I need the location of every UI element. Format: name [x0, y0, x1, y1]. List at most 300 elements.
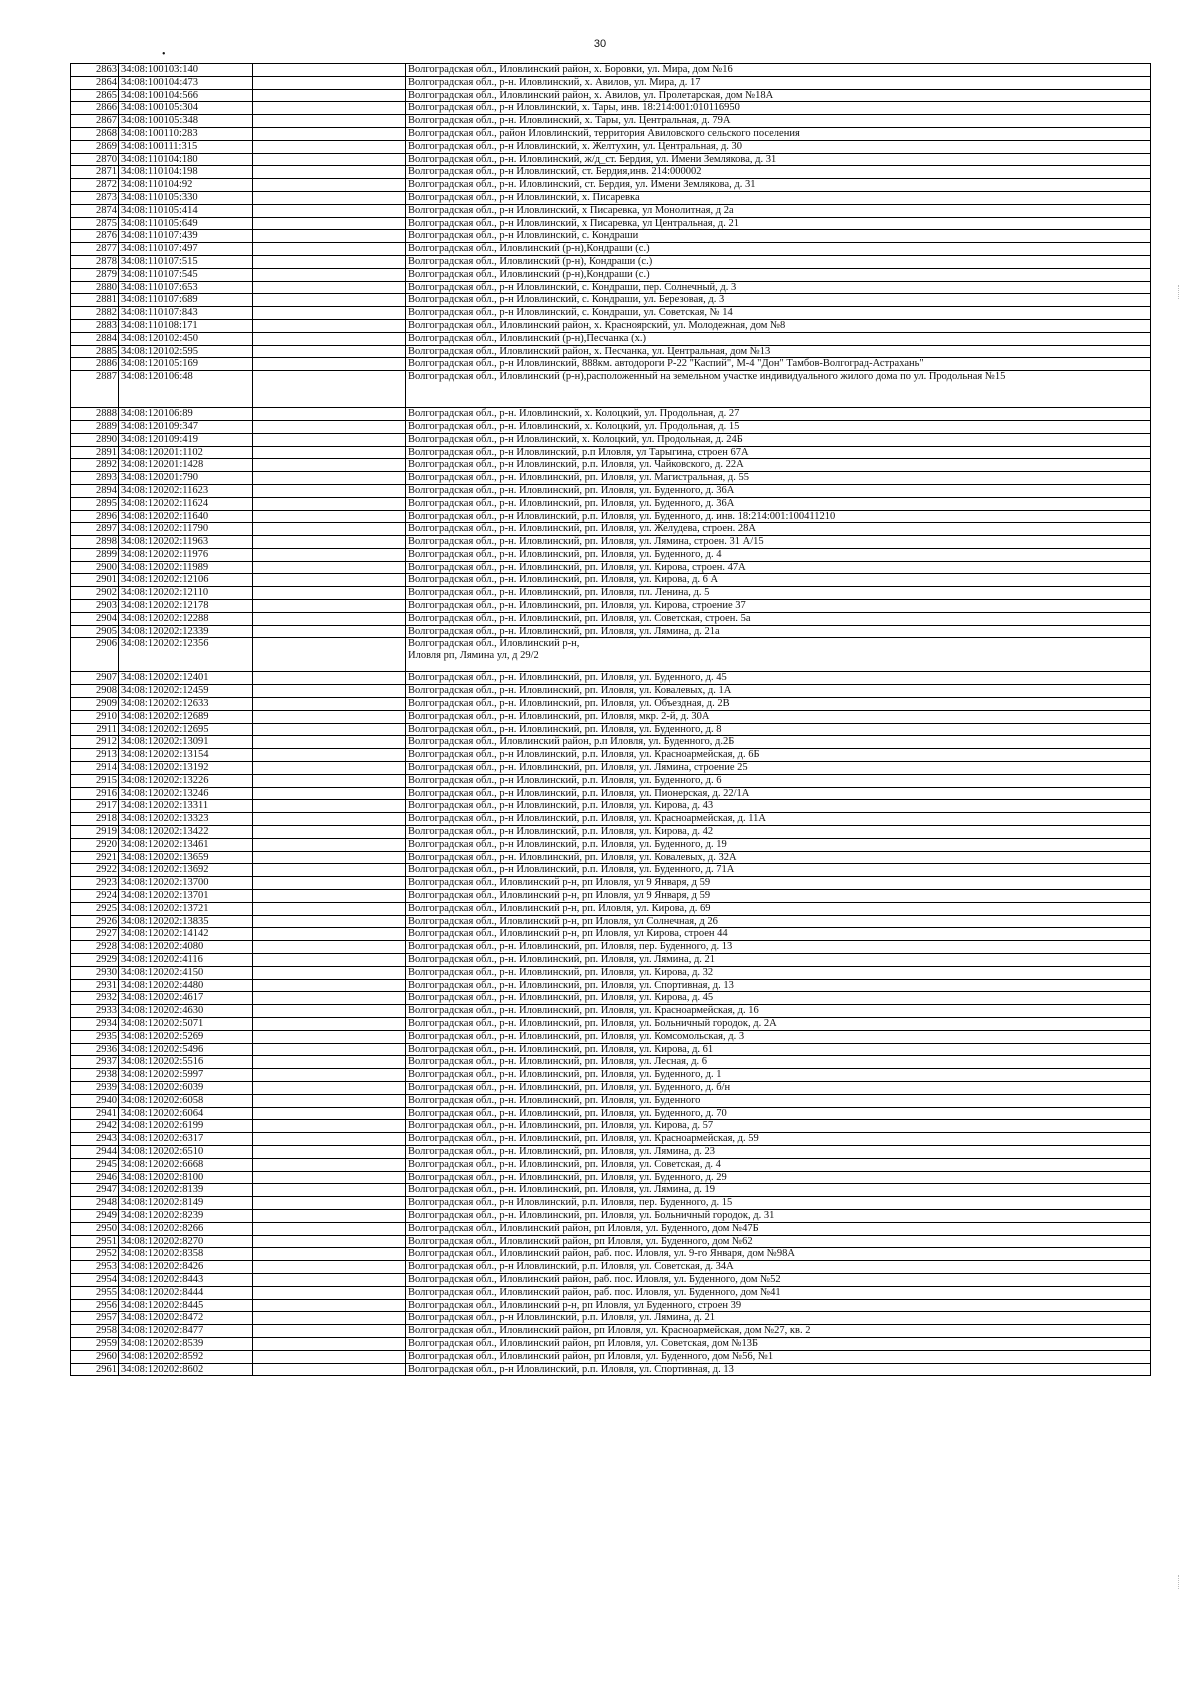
address-cell — [406, 813, 1151, 826]
row-number-cell: 2927 — [71, 928, 119, 941]
table-row — [71, 536, 1151, 549]
table-row — [71, 433, 1151, 446]
row-number-cell: 2874 — [71, 204, 119, 217]
address-text: Волгоградская обл., Иловлинский район, раб. пос. Иловля, ул. Буденного, дом №52 — [408, 1273, 781, 1285]
row-number-cell: 2930 — [71, 966, 119, 979]
cadastral-number-cell: 34:08:120109:419 — [119, 433, 253, 446]
address-text: Волгоградская обл., р-н. Иловлинский, рп. Иловля, ул. Буденного, д. 36А — [408, 484, 735, 496]
row-number-cell: 2894 — [71, 484, 119, 497]
empty-cell — [253, 877, 406, 890]
address-text: Волгоградская обл., р-н. Иловлинский, рп. Иловля, ул. Буденного, д. 4 — [408, 548, 722, 560]
row-number-cell: 2891 — [71, 446, 119, 459]
cadastral-number-cell: 34:08:110107:843 — [119, 307, 253, 320]
address-cell — [406, 64, 1151, 77]
row-number-cell: 2867 — [71, 115, 119, 128]
address-text: Волгоградская обл., Иловлинский (р-н), Кондраши (с.) — [408, 255, 653, 267]
address-text: Волгоградская обл., Иловлинский район, р.п Иловля, ул. Буденного, д.2Б — [408, 736, 735, 748]
address-cell — [406, 915, 1151, 928]
row-number-cell: 2932 — [71, 992, 119, 1005]
table-row — [71, 472, 1151, 485]
address-text: Волгоградская обл., р-н Иловлинский, х Писаревка, ул Центральная, д. 21 — [408, 217, 739, 229]
address-text: Волгоградская обл., р-н. Иловлинский, рп. Иловля, ул. Кирова, д. 32 — [408, 966, 714, 978]
address-text: Волгоградская обл., р-н. Иловлинский, х. Колоцкий, ул. Продольная, д. 15 — [408, 420, 740, 432]
address-cell — [406, 510, 1151, 523]
table-row — [71, 408, 1151, 421]
row-number-cell: 2940 — [71, 1094, 119, 1107]
address-cell — [406, 1069, 1151, 1082]
table-row — [71, 877, 1151, 890]
row-number-cell: 2883 — [71, 319, 119, 332]
row-number-cell: 2961 — [71, 1363, 119, 1376]
cadastral-number-cell: 34:08:120202:8443 — [119, 1273, 253, 1286]
cadastral-number-cell: 34:08:120202:14142 — [119, 928, 253, 941]
empty-cell — [253, 1235, 406, 1248]
table-row — [71, 358, 1151, 371]
address-cell — [406, 992, 1151, 1005]
table-row — [71, 179, 1151, 192]
empty-cell — [253, 1337, 406, 1350]
table-row — [71, 1017, 1151, 1030]
empty-cell — [253, 992, 406, 1005]
row-number-cell: 2936 — [71, 1043, 119, 1056]
address-cell — [406, 319, 1151, 332]
cadastral-number-cell: 34:08:120202:8539 — [119, 1337, 253, 1350]
row-number-cell: 2952 — [71, 1248, 119, 1261]
empty-cell — [253, 191, 406, 204]
address-text: Волгоградская обл., р-н. Иловлинский, рп. Иловля, ул. Кирова, д. 6 А — [408, 574, 719, 586]
cadastral-number-cell: 34:08:120202:12356 — [119, 638, 253, 672]
row-number-cell: 2905 — [71, 625, 119, 638]
address-cell — [406, 723, 1151, 736]
table-row — [71, 217, 1151, 230]
address-text: Волгоградская обл., р-н Иловлинский, с. Кондраши, пер. Солнечный, д. 3 — [408, 281, 737, 293]
address-text: Волгоградская обл., р-н. Иловлинский, рп. Иловля, пл. Ленина, д. 5 — [408, 587, 710, 599]
empty-cell — [253, 433, 406, 446]
table-row — [71, 1043, 1151, 1056]
empty-cell — [253, 902, 406, 915]
empty-cell — [253, 966, 406, 979]
address-cell — [406, 928, 1151, 941]
address-text: Волгоградская обл., р-н. Иловлинский, рп. Иловля, ул. Кирова, строен. 47А — [408, 561, 746, 573]
empty-cell — [253, 1056, 406, 1069]
cadastral-number-cell: 34:08:110105:414 — [119, 204, 253, 217]
address-cell — [406, 710, 1151, 723]
address-cell — [406, 191, 1151, 204]
empty-cell — [253, 268, 406, 281]
address-text: Волгоградская обл., Иловлинский район, раб. пос. Иловля, ул. 9-го Января, дом №98А — [408, 1248, 795, 1260]
empty-cell — [253, 548, 406, 561]
cadastral-number-cell: 34:08:120102:595 — [119, 345, 253, 358]
address-text: Волгоградская обл., р-н. Иловлинский, ст. Бердия, ул. Имени Землякова, д. 31 — [408, 179, 756, 191]
address-cell — [406, 166, 1151, 179]
empty-cell — [253, 723, 406, 736]
empty-cell — [253, 115, 406, 128]
cadastral-number-cell: 34:08:120202:11790 — [119, 523, 253, 536]
table-row — [71, 902, 1151, 915]
row-number-cell: 2903 — [71, 600, 119, 613]
row-number-cell: 2913 — [71, 749, 119, 762]
address-text: Волгоградская обл., р-н. Иловлинский, рп. Иловля, ул. Лямина, строение 25 — [408, 762, 748, 774]
cadastral-number-cell: 34:08:120105:169 — [119, 358, 253, 371]
row-number-cell: 2873 — [71, 191, 119, 204]
table-row — [71, 992, 1151, 1005]
table-row — [71, 672, 1151, 685]
cadastral-number-cell: 34:08:120202:12288 — [119, 612, 253, 625]
cadastral-number-cell: 34:08:120202:13323 — [119, 813, 253, 826]
address-cell — [406, 979, 1151, 992]
row-number-cell: 2864 — [71, 76, 119, 89]
empty-cell — [253, 1158, 406, 1171]
table-row — [71, 890, 1151, 903]
table-row — [71, 1133, 1151, 1146]
address-text: Волгоградская обл., р-н. Иловлинский, рп. Иловля, ул. Лесная, д. 6 — [408, 1056, 708, 1068]
row-number-cell: 2865 — [71, 89, 119, 102]
address-text: Волгоградская обл., р-н. Иловлинский, рп. Иловля, ул. Комсомольская, д. 3 — [408, 1030, 745, 1042]
table-row — [71, 1235, 1151, 1248]
table-row — [71, 76, 1151, 89]
row-number-cell: 2869 — [71, 140, 119, 153]
cadastral-number-cell: 34:08:120202:4480 — [119, 979, 253, 992]
address-text: Волгоградская обл., р-н Иловлинский, х. Колоцкий, ул. Продольная, д. 24Б — [408, 433, 743, 445]
row-number-cell: 2922 — [71, 864, 119, 877]
cadastral-number-cell: 34:08:120202:5516 — [119, 1056, 253, 1069]
empty-cell — [253, 774, 406, 787]
address-text: Волгоградская обл., р-н Иловлинский, р.п. Иловля, ул. Буденного, д. 19 — [408, 838, 727, 850]
address-cell — [406, 826, 1151, 839]
address-text: Волгоградская обл., р-н. Иловлинский, рп. Иловля, ул. Кирова, д. 57 — [408, 1120, 714, 1132]
row-number-cell: 2916 — [71, 787, 119, 800]
cadastral-number-cell: 34:08:110107:653 — [119, 281, 253, 294]
row-number-cell: 2888 — [71, 408, 119, 421]
address-cell — [406, 864, 1151, 877]
cadastral-number-cell: 34:08:120202:12339 — [119, 625, 253, 638]
table-row — [71, 510, 1151, 523]
address-cell — [406, 1094, 1151, 1107]
cadastral-number-cell: 34:08:120202:4630 — [119, 1005, 253, 1018]
empty-cell — [253, 1197, 406, 1210]
table-row — [71, 332, 1151, 345]
address-text: Волгоградская обл., район Иловлинский, территория Авиловского сельского поселения — [408, 127, 800, 139]
address-cell — [406, 76, 1151, 89]
address-cell — [406, 332, 1151, 345]
address-cell — [406, 1286, 1151, 1299]
row-number-cell: 2937 — [71, 1056, 119, 1069]
address-cell — [406, 217, 1151, 230]
table-row — [71, 1325, 1151, 1338]
cadastral-number-cell: 34:08:120202:6199 — [119, 1120, 253, 1133]
address-text: Волгоградская обл., Иловлинский район, х. Боровки, ул. Мира, дом №16 — [408, 64, 733, 75]
row-number-cell: 2954 — [71, 1273, 119, 1286]
empty-cell — [253, 800, 406, 813]
address-text: Волгоградская обл., р-н. Иловлинский, рп. Иловля, ул. Желудева, строен. 28А — [408, 523, 756, 535]
address-text: Волгоградская обл., Иловлинский район, рп Иловля, ул. Буденного, дом №62 — [408, 1235, 753, 1247]
address-text-line2: Иловля рп, Лямина ул, д 29/2 — [408, 650, 539, 662]
row-number-cell: 2915 — [71, 774, 119, 787]
empty-cell — [253, 371, 406, 408]
table-row — [71, 1261, 1151, 1274]
table-row — [71, 115, 1151, 128]
address-cell — [406, 1325, 1151, 1338]
table-row — [71, 612, 1151, 625]
empty-cell — [253, 89, 406, 102]
empty-cell — [253, 1273, 406, 1286]
row-number-cell: 2943 — [71, 1133, 119, 1146]
row-number-cell: 2951 — [71, 1235, 119, 1248]
row-number-cell: 2920 — [71, 838, 119, 851]
row-number-cell: 2956 — [71, 1299, 119, 1312]
table-row — [71, 191, 1151, 204]
cadastral-number-cell: 34:08:110107:497 — [119, 243, 253, 256]
address-text: Волгоградская обл., Иловлинский р-н, рп Иловля, ул 9 Января, д 59 — [408, 890, 711, 902]
address-cell — [406, 153, 1151, 166]
cadastral-number-cell: 34:08:120202:6064 — [119, 1107, 253, 1120]
empty-cell — [253, 890, 406, 903]
cadastral-number-cell: 34:08:120202:4617 — [119, 992, 253, 1005]
cadastral-number-cell: 34:08:120202:6668 — [119, 1158, 253, 1171]
address-text: Волгоградская обл., р-н Иловлинский, р.п. Иловля, ул. Пионерская, д. 22/1А — [408, 787, 750, 799]
address-text: Волгоградская обл., р-н. Иловлинский, рп. Иловля, ул. Буденного, д. 36А — [408, 497, 735, 509]
cadastral-number-cell: 34:08:120202:8592 — [119, 1350, 253, 1363]
empty-cell — [253, 484, 406, 497]
row-number-cell: 2918 — [71, 813, 119, 826]
cadastral-number-cell: 34:08:120202:13311 — [119, 800, 253, 813]
table-row — [71, 523, 1151, 536]
registry-body — [71, 64, 1151, 1376]
cadastral-number-cell: 34:08:100104:473 — [119, 76, 253, 89]
cadastral-number-cell: 34:08:120202:8239 — [119, 1209, 253, 1222]
address-cell — [406, 1081, 1151, 1094]
cadastral-number-cell: 34:08:120202:12106 — [119, 574, 253, 587]
cadastral-number-cell: 34:08:120202:5496 — [119, 1043, 253, 1056]
empty-cell — [253, 941, 406, 954]
row-number-cell: 2871 — [71, 166, 119, 179]
table-row — [71, 89, 1151, 102]
address-text: Волгоградская обл., р-н Иловлинский, х. Желтухин, ул. Центральная, д. 30 — [408, 140, 743, 152]
scan-margin-mark — [1178, 1575, 1182, 1589]
table-row — [71, 800, 1151, 813]
address-text: Волгоградская обл., р-н Иловлинский, р.п. Иловля, ул. Кирова, д. 42 — [408, 826, 714, 838]
row-number-cell: 2906 — [71, 638, 119, 672]
address-text: Волгоградская обл., р-н. Иловлинский, рп. Иловля, ул. Буденного — [408, 1094, 701, 1106]
cadastral-number-cell: 34:08:120202:5071 — [119, 1017, 253, 1030]
cadastral-number-cell: 34:08:100105:304 — [119, 102, 253, 115]
cadastral-number-cell: 34:08:120202:13835 — [119, 915, 253, 928]
address-text: Волгоградская обл., Иловлинский район, х. Красноярский, ул. Молодежная, дом №8 — [408, 319, 786, 331]
table-row — [71, 1273, 1151, 1286]
address-cell — [406, 600, 1151, 613]
row-number-cell: 2947 — [71, 1184, 119, 1197]
address-cell — [406, 1197, 1151, 1210]
table-row — [71, 561, 1151, 574]
cadastral-number-cell: 34:08:120202:12633 — [119, 698, 253, 711]
empty-cell — [253, 319, 406, 332]
address-cell — [406, 1056, 1151, 1069]
address-text: Волгоградская обл., р-н. Иловлинский, рп. Иловля, пер. Буденного, д. 13 — [408, 941, 733, 953]
row-number-cell: 2872 — [71, 179, 119, 192]
cadastral-number-cell: 34:08:120202:12459 — [119, 685, 253, 698]
address-cell — [406, 800, 1151, 813]
address-text: Волгоградская обл., Иловлинский район, рп Иловля, ул. Буденного, дом №47Б — [408, 1222, 759, 1234]
address-cell — [406, 484, 1151, 497]
address-cell — [406, 941, 1151, 954]
row-number-cell: 2928 — [71, 941, 119, 954]
row-number-cell: 2881 — [71, 294, 119, 307]
address-text: Волгоградская обл., р-н. Иловлинский, рп. Иловля, ул. Больничный городок, д. 2А — [408, 1017, 777, 1029]
address-cell — [406, 1273, 1151, 1286]
address-cell — [406, 89, 1151, 102]
scan-margin-mark — [1178, 285, 1182, 299]
cadastral-number-cell: 34:08:120202:13700 — [119, 877, 253, 890]
address-text: Волгоградская обл., р-н. Иловлинский, х. Колоцкий, ул. Продольная, д. 27 — [408, 408, 740, 420]
address-text: Волгоградская обл., р-н. Иловлинский, рп. Иловля, ул. Красноармейская, д. 16 — [408, 1005, 759, 1017]
address-text: Волгоградская обл., р-н. Иловлинский, рп. Иловля, ул. Буденного, д. 29 — [408, 1171, 727, 1183]
address-cell — [406, 774, 1151, 787]
address-text: Волгоградская обл., р-н Иловлинский, х. Тары, инв. 18:214:001:010116950 — [408, 102, 740, 114]
row-number-cell: 2950 — [71, 1222, 119, 1235]
empty-cell — [253, 672, 406, 685]
empty-cell — [253, 1325, 406, 1338]
row-number-cell: 2884 — [71, 332, 119, 345]
empty-cell — [253, 102, 406, 115]
row-number-cell: 2892 — [71, 459, 119, 472]
address-text: Волгоградская обл., Иловлинский (р-н),Песчанка (х.) — [408, 332, 646, 344]
empty-cell — [253, 851, 406, 864]
cadastral-number-cell: 34:08:120202:12689 — [119, 710, 253, 723]
scan-dot-mark: • — [162, 49, 166, 60]
table-row — [71, 787, 1151, 800]
address-cell — [406, 1145, 1151, 1158]
table-row — [71, 774, 1151, 787]
empty-cell — [253, 76, 406, 89]
cadastral-number-cell: 34:08:120202:13154 — [119, 749, 253, 762]
address-text: Волгоградская обл., р-н. Иловлинский, рп. Иловля, ул. Буденного, д. 45 — [408, 672, 727, 684]
cadastral-number-cell: 34:08:120202:4080 — [119, 941, 253, 954]
address-text: Волгоградская обл., р-н Иловлинский, р.п. Иловля, ул. Буденного, д. 71А — [408, 864, 735, 876]
table-row — [71, 204, 1151, 217]
empty-cell — [253, 928, 406, 941]
address-text: Волгоградская обл., р-н Иловлинский, р.п. Иловля, ул. Лямина, д. 21 — [408, 1312, 716, 1324]
empty-cell — [253, 561, 406, 574]
empty-cell — [253, 685, 406, 698]
table-row — [71, 1094, 1151, 1107]
table-row — [71, 459, 1151, 472]
cadastral-number-cell: 34:08:120202:8445 — [119, 1299, 253, 1312]
table-row — [71, 928, 1151, 941]
table-row — [71, 281, 1151, 294]
empty-cell — [253, 1209, 406, 1222]
empty-cell — [253, 638, 406, 672]
empty-cell — [253, 217, 406, 230]
table-row — [71, 102, 1151, 115]
cadastral-number-cell: 34:08:110104:198 — [119, 166, 253, 179]
cadastral-number-cell: 34:08:120106:89 — [119, 408, 253, 421]
cadastral-number-cell: 34:08:120202:12178 — [119, 600, 253, 613]
cadastral-number-cell: 34:08:120202:8139 — [119, 1184, 253, 1197]
address-cell — [406, 1350, 1151, 1363]
row-number-cell: 2935 — [71, 1030, 119, 1043]
address-cell — [406, 281, 1151, 294]
cadastral-number-cell: 34:08:120202:12401 — [119, 672, 253, 685]
address-cell — [406, 294, 1151, 307]
cadastral-number-cell: 34:08:120202:4150 — [119, 966, 253, 979]
cadastral-number-cell: 34:08:120202:13226 — [119, 774, 253, 787]
row-number-cell: 2923 — [71, 877, 119, 890]
empty-cell — [253, 587, 406, 600]
cadastral-number-cell: 34:08:110104:180 — [119, 153, 253, 166]
cadastral-number-cell: 34:08:120202:6510 — [119, 1145, 253, 1158]
row-number-cell: 2893 — [71, 472, 119, 485]
empty-cell — [253, 459, 406, 472]
empty-cell — [253, 472, 406, 485]
address-cell — [406, 787, 1151, 800]
address-cell — [406, 523, 1151, 536]
empty-cell — [253, 1043, 406, 1056]
address-cell — [406, 102, 1151, 115]
table-row — [71, 625, 1151, 638]
address-text: Волгоградская обл., Иловлинский р-н, рп Иловля, ул Солнечная, д 26 — [408, 915, 718, 927]
row-number-cell: 2907 — [71, 672, 119, 685]
address-text: Волгоградская обл., р-н. Иловлинский, рп. Иловля, ул. Больничный городок, д. 31 — [408, 1209, 775, 1221]
cadastral-number-cell: 34:08:110107:439 — [119, 230, 253, 243]
address-text: Волгоградская обл., р-н. Иловлинский, рп. Иловля, ул. Кирова, д. 61 — [408, 1043, 714, 1055]
table-row — [71, 319, 1151, 332]
address-cell — [406, 230, 1151, 243]
address-cell — [406, 1107, 1151, 1120]
address-cell — [406, 243, 1151, 256]
address-cell — [406, 1248, 1151, 1261]
row-number-cell: 2875 — [71, 217, 119, 230]
empty-cell — [253, 204, 406, 217]
address-cell — [406, 268, 1151, 281]
empty-cell — [253, 749, 406, 762]
address-text: Волгоградская обл., Иловлинский р-н, рп Иловля, ул Кирова, строен 44 — [408, 928, 728, 940]
cadastral-number-cell: 34:08:120202:13461 — [119, 838, 253, 851]
row-number-cell: 2885 — [71, 345, 119, 358]
row-number-cell: 2868 — [71, 127, 119, 140]
address-text: Волгоградская обл., р-н. Иловлинский, рп. Иловля, ул. Лямина, д. 19 — [408, 1184, 716, 1196]
row-number-cell: 2879 — [71, 268, 119, 281]
cadastral-number-cell: 34:08:120202:8100 — [119, 1171, 253, 1184]
table-row — [71, 826, 1151, 839]
row-number-cell: 2941 — [71, 1107, 119, 1120]
address-text: Волгоградская обл., Иловлинский р-н, рп. Иловля, ул. Кирова, д. 69 — [408, 902, 711, 914]
empty-cell — [253, 1120, 406, 1133]
empty-cell — [253, 166, 406, 179]
cadastral-number-cell: 34:08:120202:8477 — [119, 1325, 253, 1338]
row-number-cell: 2949 — [71, 1209, 119, 1222]
address-cell — [406, 838, 1151, 851]
empty-cell — [253, 307, 406, 320]
table-row — [71, 64, 1151, 77]
address-text: Волгоградская обл., р-н. Иловлинский, рп. Иловля, ул. Советская, строен. 5а — [408, 612, 751, 624]
address-text: Волгоградская обл., р-н. Иловлинский, рп. Иловля, ул. Буденного, д. 8 — [408, 723, 722, 735]
empty-cell — [253, 420, 406, 433]
address-text: Волгоградская обл., р-н Иловлинский, р.п. Иловля, пер. Буденного, д. 15 — [408, 1197, 733, 1209]
cadastral-number-cell: 34:08:110108:171 — [119, 319, 253, 332]
address-text: Волгоградская обл., Иловлинский (р-н),расположенный на земельном участке индивидуального жилого дома по ул. Продольная №15 — [408, 371, 1006, 383]
address-cell — [406, 1261, 1151, 1274]
table-row — [71, 851, 1151, 864]
empty-cell — [253, 1248, 406, 1261]
address-cell — [406, 307, 1151, 320]
row-number-cell: 2870 — [71, 153, 119, 166]
address-cell — [406, 612, 1151, 625]
row-number-cell: 2912 — [71, 736, 119, 749]
cadastral-number-cell: 34:08:120202:8270 — [119, 1235, 253, 1248]
row-number-cell: 2926 — [71, 915, 119, 928]
address-text: Волгоградская обл., р-н Иловлинский, р.п. Иловля, ул. Советская, д. 34А — [408, 1261, 734, 1273]
table-row — [71, 1248, 1151, 1261]
